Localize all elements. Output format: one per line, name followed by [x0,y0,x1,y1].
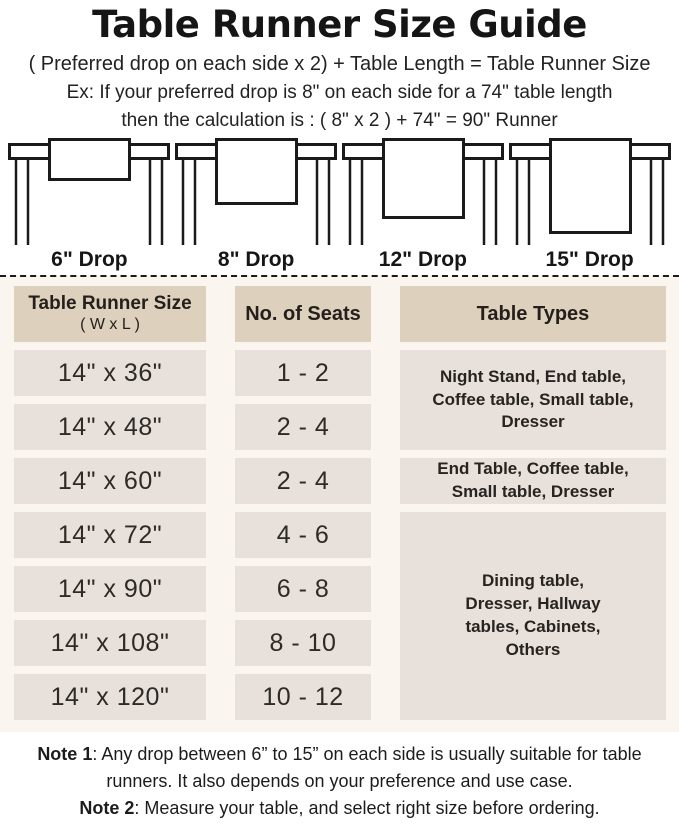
table-with-runner-icon [508,137,672,245]
size-cell: 14" x 90" [14,566,206,612]
intro-section [0,0,679,132]
size-cell: 14" x 60" [14,458,206,504]
table-illustration-8-drop [173,137,339,245]
table-types-text: End Table, Coffee table, Small table, Dresser [437,459,629,501]
drop-label-15: 15" Drop [545,248,634,271]
note-1 [12,741,668,795]
drop-label-8: 8" Drop [217,248,295,271]
drop-labels-row [0,245,679,275]
table-types-group-medium [400,458,666,504]
header-seats: No. of Seats [235,286,371,342]
size-cell: 14" x 72" [14,512,206,558]
header-runner-size-sub: ( W x L ) [80,316,140,334]
table-illustration-6-drop [6,137,172,245]
table-types-text: Night Stand, End table, Coffee table, Small table, Dresser [432,366,634,432]
drop-label-6: 6" Drop [51,248,128,271]
size-cell: 14" x 108" [14,620,206,666]
table-types-group-large [400,512,666,720]
formula-text: ( Preferred drop on each side x 2) + Table Length = Table Runner Size [28,53,651,75]
header-runner-size-title: Table Runner Size [28,293,192,315]
seats-cell: 8 - 10 [235,620,371,666]
note-2 [12,795,668,822]
header-runner-size [14,286,206,342]
seats-cell: 2 - 4 [235,458,371,504]
size-table-section [0,275,679,732]
size-cell: 14" x 120" [14,674,206,720]
seats-cell: 6 - 8 [235,566,371,612]
note-1-text: : Any drop between 6” to 15” on each side is usually suitable for table runners. It also depends on your preference and use case. [92,744,642,791]
example-line-1: Ex: If your preferred drop is 8" on each side for a 74" table length [66,82,613,103]
table-types-group-small [400,350,666,450]
table-illustration-12-drop [340,137,506,245]
size-table [14,286,666,720]
seats-cell: 10 - 12 [235,674,371,720]
size-cell: 14" x 48" [14,404,206,450]
seats-cell: 2 - 4 [235,404,371,450]
note-2-text: : Measure your table, and select right size before ordering. [134,798,600,818]
note-1-label: Note 1 [37,744,93,764]
note-2-label: Note 2 [79,798,135,818]
drop-illustrations [0,137,679,245]
page-title: Table Runner Size Guide [92,3,587,46]
table-illustration-15-drop [507,137,673,245]
table-types-text: Dining table, Dresser, Hallway tables, Cabinets, Others [465,571,601,659]
notes-section [0,741,679,822]
example-line-2: then the calculation is : ( 8" x 2 ) + 74" = 90" Runner [121,110,558,131]
table-with-runner-icon [341,137,505,245]
drop-label-12: 12" Drop [378,248,467,271]
seats-cell: 1 - 2 [235,350,371,396]
table-with-runner-icon [7,137,171,245]
seats-cell: 4 - 6 [235,512,371,558]
size-cell: 14" x 36" [14,350,206,396]
table-with-runner-icon [174,137,338,245]
header-table-types: Table Types [400,286,666,342]
